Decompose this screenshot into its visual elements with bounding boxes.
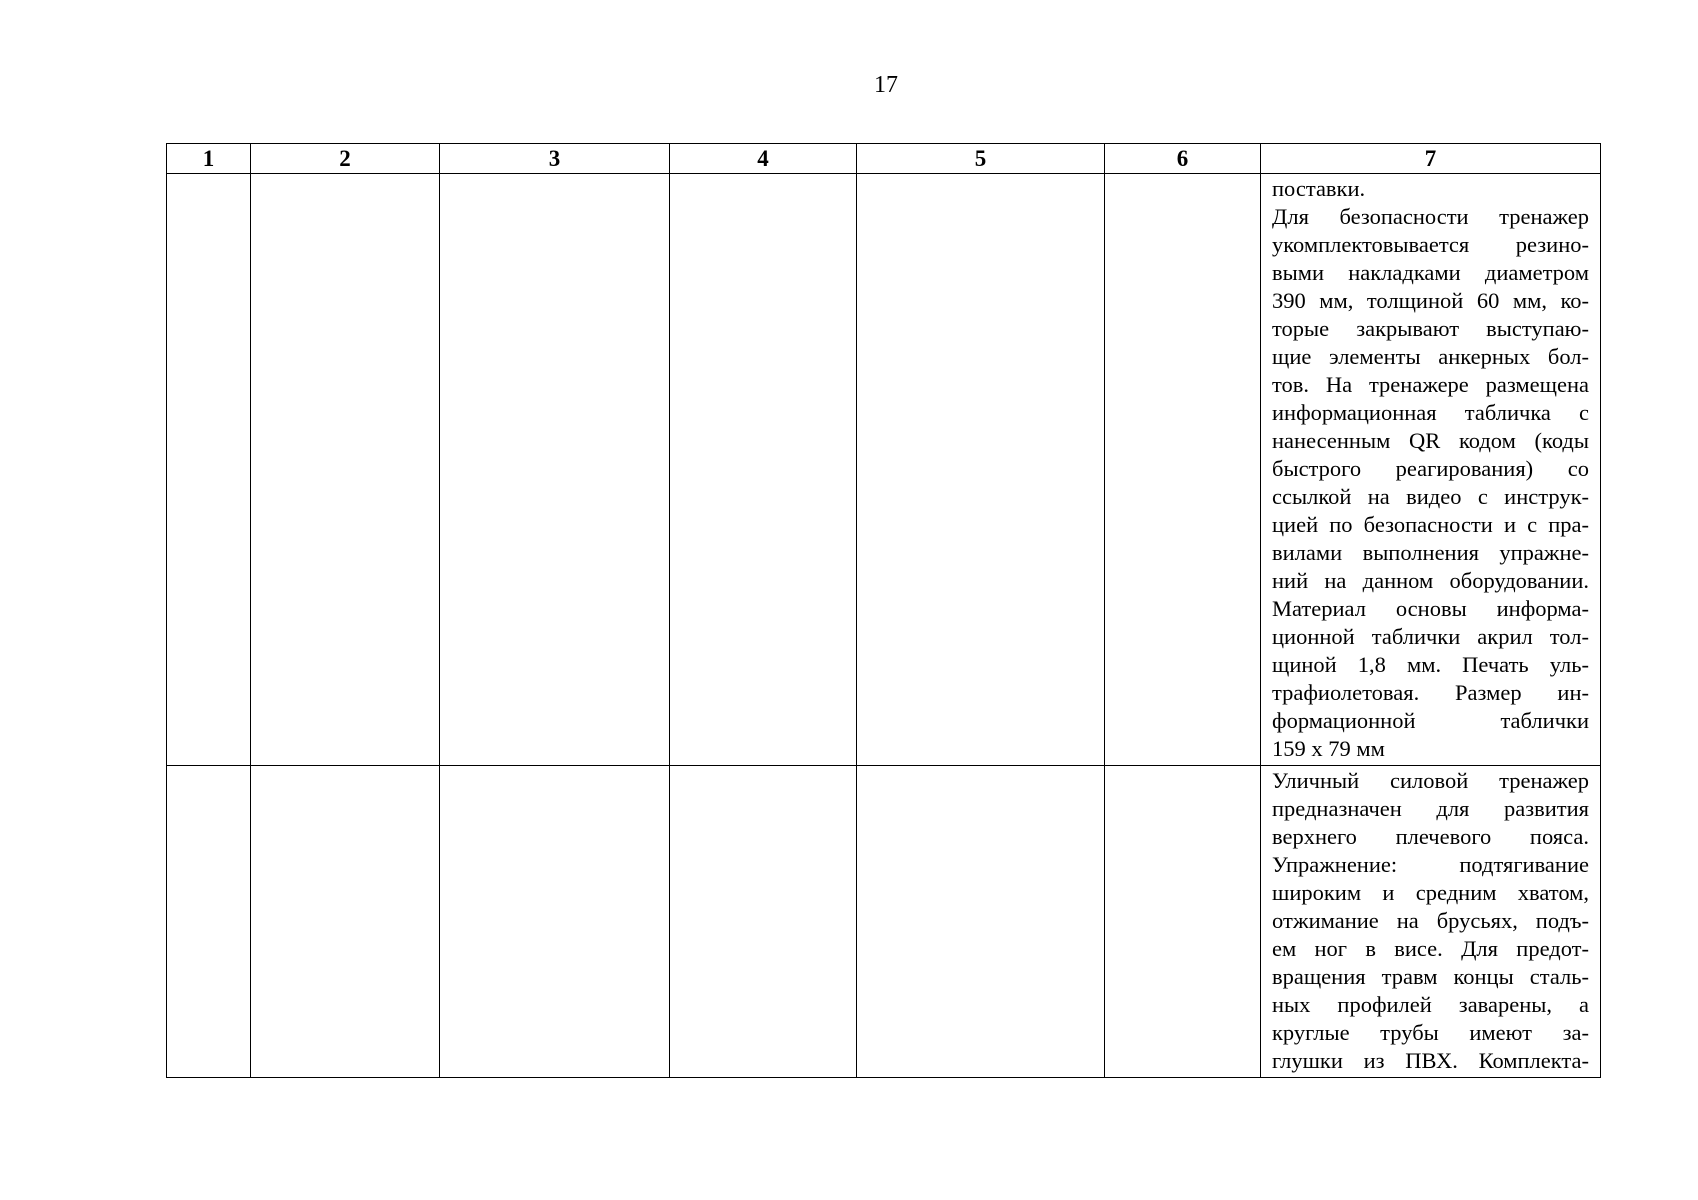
table-cell-empty: [857, 174, 1105, 766]
table-header-row: [167, 144, 1601, 174]
description-line: верхнего плечевого пояса.: [1272, 824, 1589, 849]
description-line: отжимание на брусьях, подъ-: [1272, 908, 1589, 933]
description-line: Материал основы информа-: [1272, 596, 1589, 621]
description-line: ссылкой на видео с инструк-: [1272, 484, 1589, 509]
description-line: предназначен для развития: [1272, 796, 1589, 821]
description-line: быстрого реагирования) со: [1272, 456, 1589, 481]
table-cell-empty: [1105, 766, 1261, 1078]
description-line: 390 мм, толщиной 60 мм, ко-: [1272, 288, 1589, 313]
description-line: ционной таблички акрил тол-: [1272, 624, 1589, 649]
description-line: ных профилей заварены, а: [1272, 992, 1589, 1017]
description-line: торые закрывают выступаю-: [1272, 316, 1589, 341]
column-header-2: 2: [251, 144, 440, 174]
description-line: тов. На тренажере размещена: [1272, 372, 1589, 397]
description-line: 159 х 79 мм: [1272, 736, 1385, 761]
table-cell-empty: [670, 174, 857, 766]
table-cell-empty: [670, 766, 857, 1078]
description-line: Уличный силовой тренажер: [1272, 768, 1589, 793]
description-line: выми накладками диаметром: [1272, 260, 1589, 285]
column-header-3: 3: [440, 144, 670, 174]
column-header-6: 6: [1105, 144, 1261, 174]
column-header-1: 1: [167, 144, 251, 174]
description-line: трафиолетовая. Размер ин-: [1272, 680, 1589, 705]
description-line: широким и средним хватом,: [1272, 880, 1589, 905]
table-row: [167, 174, 1601, 766]
description-line: нанесенным QR кодом (коды: [1272, 428, 1589, 453]
specification-table: [166, 143, 1601, 1078]
column-header-4: 4: [670, 144, 857, 174]
description-line: вращения травм концы сталь-: [1272, 964, 1589, 989]
description-line: формационной таблички: [1272, 708, 1589, 733]
table-cell-empty: [167, 766, 251, 1078]
description-line: глушки из ПВХ. Комплекта-: [1272, 1048, 1589, 1073]
description-cell: [1261, 766, 1601, 1078]
table-cell-empty: [857, 766, 1105, 1078]
description-line: цией по безопасности и с пра-: [1272, 512, 1589, 537]
description-line: Упражнение: подтягивание: [1272, 852, 1589, 877]
table-cell-empty: [167, 174, 251, 766]
description-line: ем ног в висе. Для предот-: [1272, 936, 1589, 961]
table-cell-empty: [1105, 174, 1261, 766]
description-line: вилами выполнения упражне-: [1272, 540, 1589, 565]
description-line: поставки.: [1272, 176, 1366, 201]
description-line: круглые трубы имеют за-: [1272, 1020, 1589, 1045]
description-line: щиной 1,8 мм. Печать уль-: [1272, 652, 1589, 677]
table-cell-empty: [251, 766, 440, 1078]
description-cell: [1261, 174, 1601, 766]
page-number: 17: [874, 72, 898, 98]
table-cell-empty: [440, 766, 670, 1078]
description-line: Для безопасности тренажер: [1272, 204, 1589, 229]
description-line: щие элементы анкерных бол-: [1272, 344, 1589, 369]
table-cell-empty: [251, 174, 440, 766]
column-header-7: 7: [1261, 144, 1601, 174]
table-cell-empty: [440, 174, 670, 766]
description-line: информационная табличка с: [1272, 400, 1589, 425]
table-row: [167, 766, 1601, 1078]
description-line: ний на данном оборудовании.: [1272, 568, 1589, 593]
description-line: укомплектовывается резино-: [1272, 232, 1589, 257]
column-header-5: 5: [857, 144, 1105, 174]
